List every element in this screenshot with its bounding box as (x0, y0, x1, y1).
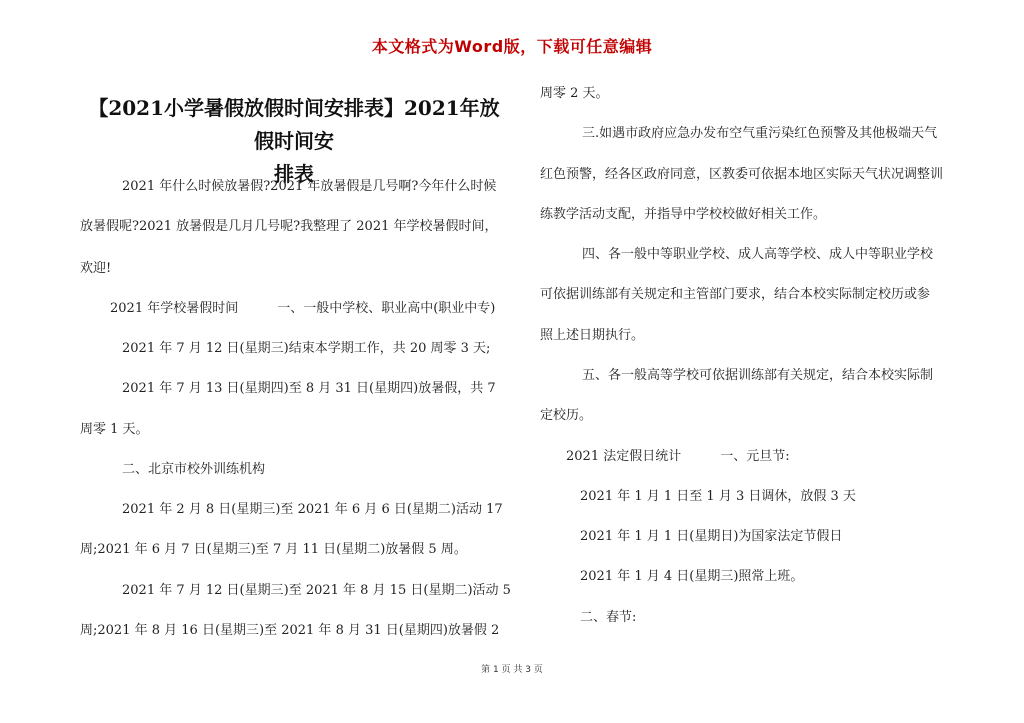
section-heading: 2021 年学校暑假时间 一、一般中学校、职业高中(职业中专) (110, 301, 496, 316)
paragraph-line: 2021 年什么时候放暑假?2021 年放暑假是几号啊?今年什么时候 (122, 179, 497, 194)
paragraph-line: 五、各一般高等学校可依据训练部有关规定，结合本校实际制 (582, 368, 934, 383)
section-heading: 二、春节: (580, 610, 637, 625)
paragraph-line: 周;2021 年 6 月 7 日(星期三)至 7 月 11 日(星期二)放暑假 5 周。 (80, 542, 467, 557)
paragraph-line: 四、各一般中等职业学校、成人高等学校、成人中等职业学校 (582, 247, 934, 262)
paragraph-line: 三.如遇市政府应急办发布空气重污染红色预警及其他极端天气 (582, 126, 938, 141)
section-heading: 二、北京市校外训练机构 (122, 462, 266, 477)
title-line-2: 排表 (274, 162, 314, 186)
paragraph-line: 练教学活动支配，并指导中学校校做好相关工作。 (540, 207, 827, 222)
paragraph-line: 欢迎! (80, 261, 112, 276)
paragraph-line: 红色预警，经各区政府同意，区教委可依据本地区实际天气状况调整训 (540, 167, 944, 182)
paragraph-line: 2021 年 7 月 12 日(星期三)结束本学期工作，共 20 周零 3 天; (122, 341, 491, 356)
paragraph-line: 2021 年 7 月 13 日(星期四)至 8 月 31 日(星期四)放暑假，共 7 (122, 381, 496, 396)
paragraph-line: 2021 年 1 月 4 日(星期三)照常上班。 (580, 569, 804, 584)
paragraph-line: 周零 2 天。 (540, 86, 609, 101)
title-line-1: 【2021小学暑假放假时间安排表】2021年放假时间安 (88, 96, 500, 153)
page-number: 第 1 页 共 3 页 (481, 665, 543, 675)
paragraph-line: 2021 年 2 月 8 日(星期三)至 2021 年 6 月 6 日(星期二)活动 17 (122, 502, 503, 517)
paragraph-line: 可依据训练部有关规定和主管部门要求，结合本校实际制定校历或参 (540, 287, 931, 302)
edit-notice-banner: 本文格式为Word版，下载可任意编辑 (371, 37, 653, 56)
paragraph-line: 定校历。 (540, 408, 593, 423)
paragraph-line: 照上述日期执行。 (540, 328, 645, 343)
paragraph-line: 周;2021 年 8 月 16 日(星期三)至 2021 年 8 月 31 日(星期四)放暑假 2 (80, 623, 500, 638)
paragraph-line: 2021 年 1 月 1 日至 1 月 3 日调休，放假 3 天 (580, 489, 856, 504)
paragraph-line: 2021 年 7 月 12 日(星期三)至 2021 年 8 月 15 日(星期二)活动 5 (122, 583, 511, 598)
paragraph-line: 2021 年 1 月 1 日(星期日)为国家法定节假日 (580, 529, 843, 544)
paragraph-line: 放暑假呢?2021 放暑假是几月几号呢?我整理了 2021 年学校暑假时间， (80, 219, 498, 234)
paragraph-line: 周零 1 天。 (80, 422, 149, 437)
section-heading: 2021 法定假日统计 一、元旦节: (566, 449, 790, 464)
